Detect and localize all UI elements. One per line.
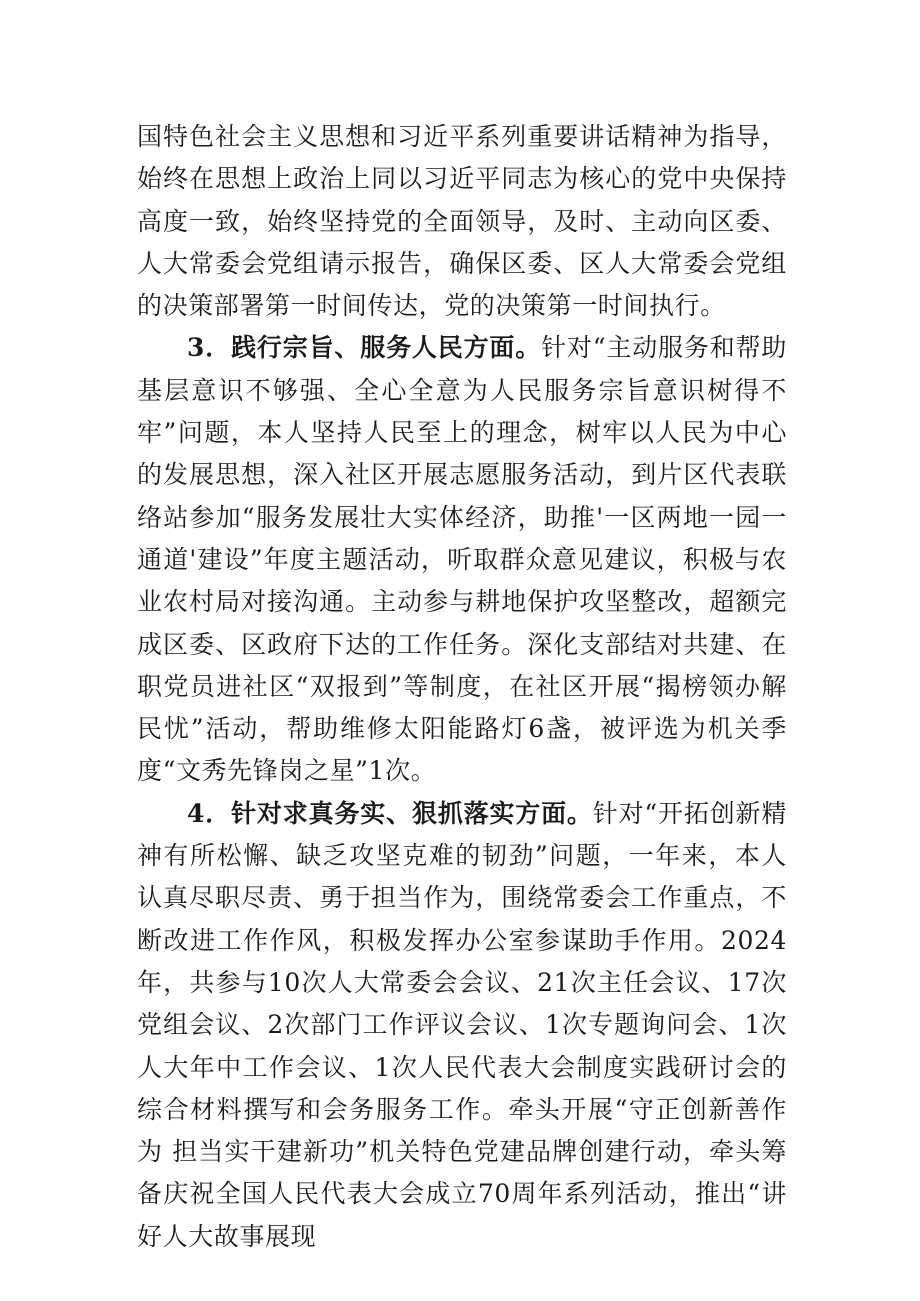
paragraph-section-4 <box>137 793 787 1258</box>
paragraph-continuation <box>137 116 787 327</box>
paragraph-text: 针对“开拓创新精神有所松懈、缺乏攻坚克难的韧劲”问题，一年来，本人认真尽职尽责、勇于担当作为，围绕常委会工作重点，不断改进工作作风，积极发挥办公室参谋助手作用。2024年，共参与10次人大常委会会议、21次主任会议、17次党组会议、2次部门工作评议会议、1次专题询问会、1次人大年中工作会议、1次人民代表大会制度实践研讨会的综合材料撰写和会务服务工作。牵头开展“守正创新善作为 担当实干建新功”机关特色党建品牌创建行动，牵头筹备庆祝全国人民代表大会成立70周年系列活动，推出“讲好人大故事展现 <box>137 798 787 1251</box>
paragraph-section-3 <box>137 327 787 792</box>
document-body <box>137 116 787 1258</box>
paragraph-text: 针对“主动服务和帮助基层意识不够强、全心全意为人民服务宗旨意识树得不牢”问题，本人坚持人民至上的理念，树牢以人民为中心的发展思想，深入社区开展志愿服务活动，到片区代表联络站参加“服务发展壮大实体经济，助推'一区两地一园一通道'建设”年度主题活动，听取群众意见建议，积极与农业农村局对接沟通。主动参与耕地保护攻坚整改，超额完成区委、区政府下达的工作任务。深化支部结对共建、在职党员进社区“双报到”等制度，在社区开展“揭榜领办解民忧”活动，帮助维修太阳能路灯6盏，被评选为机关季度“文秀先锋岗之星”1次。 <box>137 333 787 786</box>
section-heading: 4．针对求真务实、狠抓落实方面。 <box>187 798 593 828</box>
section-heading: 3．践行宗旨、服务人民方面。 <box>187 333 542 363</box>
paragraph-text: 国特色社会主义思想和习近平系列重要讲话精神为指导，始终在思想上政治上同以习近平同志为核心的党中央保持高度一致，始终坚持党的全面领导，及时、主动向区委、人大常委会党组请示报告，确保区委、区人大常委会党组的决策部署第一时间传达，党的决策第一时间执行。 <box>137 122 787 321</box>
